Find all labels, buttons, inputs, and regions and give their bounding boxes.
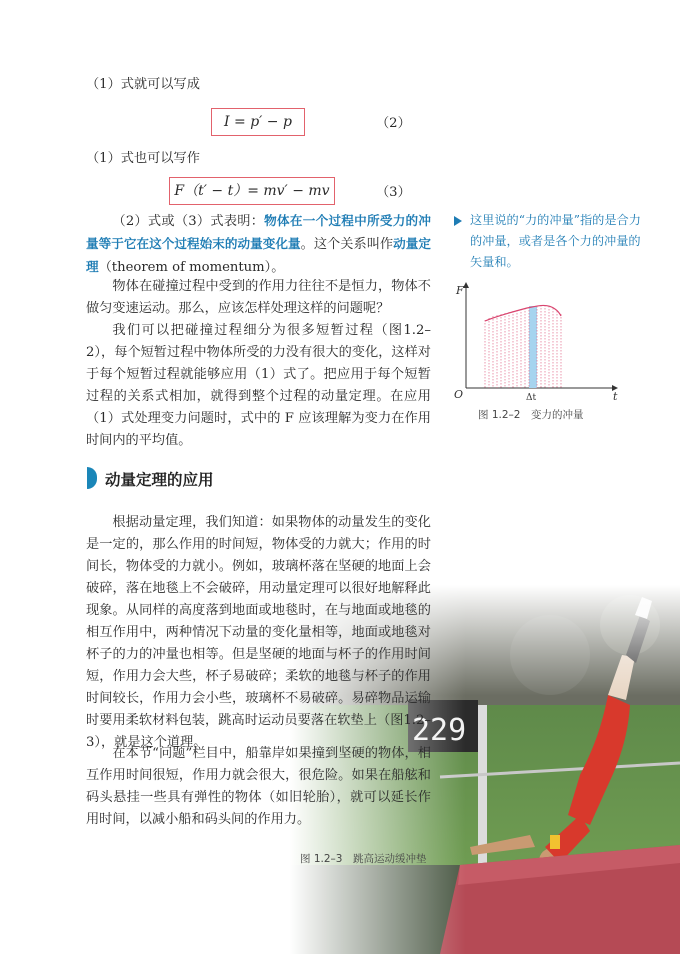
para4-text: 根据动量定理，我们知道：如果物体的动量发生的变化是一定的，那么作用的时间短，物体受的力就大；作用的时间长，物体受的力就小。例如，玻璃杯落在坚硬的地面上会破碎，落在地毯上不会破碎，用动量定理可以很好地解释此现象。从同样的高度落到地面或地毯时，在与地面或地毯的相互作用中，两种情况下动量的变化量相等，地面或地毯对杯子的力的冲量也相等。但是坚硬的地面与杯子的作用时间短，作用力会大些，杯子易破碎；柔软的地毯与杯子的作用时间较长，作用力会小些，玻璃杯不易破碎。易碎物品运输时要用柔软材料包装，跳高时运动员要落在软垫上（图1.2–3），就是这个道理。: [86, 515, 431, 750]
axis-label-t: t: [613, 390, 618, 402]
para1-start: （2）式或（3）式表明：: [112, 214, 265, 229]
intro-line-2: （1）式也可以写作: [86, 151, 200, 166]
para1-end: （theorem of momentum）。: [98, 260, 285, 275]
theorem-statement: 物体在一个过程中所受力的冲量等于它在这个过程始末的动量变化量: [86, 213, 432, 251]
para3-text: 我们可以把碰撞过程细分为很多短暂过程（图1.2–2），每个短暂过程中物体所受的力没有很大的变化，这样对于每个短暂过程就能够应用（1）式了。把应用于每个短暂过程的关系式相加，就得到整个过程的动量定理。在应用（1）式处理变力问题时，式中的 F 应该理解为变力在作用时间内的平均值。: [86, 323, 431, 448]
para1-mid: 。这个关系叫作: [300, 237, 394, 252]
figure-variable-force-graph: [452, 280, 622, 402]
force-curve: [485, 305, 561, 321]
figure-3-caption: 图 1.2–3 跳高运动缓冲垫: [300, 853, 427, 865]
para5-text: 在本节“问题”栏目中，船靠岸如果撞到坚硬的物体，相互作用时间很短，作用力就会很大，很危险。如果在船舷和码头悬挂一些具有弹性的物体（如旧轮胎），就可以延长作用时间，以减小船和码头间的作用力。: [86, 746, 431, 827]
paragraph-variable-force: [86, 276, 431, 320]
paragraph-ship: [86, 743, 431, 831]
equation-2-number: （2）: [376, 116, 411, 131]
delta-t-strip: [529, 306, 537, 388]
axis-label-f: F: [456, 284, 464, 297]
section-title: 动量定理的应用: [105, 471, 214, 489]
intro-line-1: （1）式就可以写成: [86, 77, 200, 92]
equation-2: I = p′ − p: [224, 114, 292, 130]
side-note-text: 这里说的“力的冲量”指的是合力的冲量，或者是各个力的冲量的矢量和。: [470, 213, 641, 269]
y-axis-arrow-icon: [463, 282, 469, 288]
origin-label: O: [454, 388, 464, 401]
side-note: [454, 210, 644, 273]
section-marker-icon: [87, 467, 97, 489]
delta-t-label: Δt: [526, 393, 537, 402]
equation-3-box: [169, 177, 335, 205]
figure-2-caption: 图 1.2–2 变力的冲量: [478, 409, 584, 421]
equation-2-box: [211, 108, 305, 136]
theorem-name: 动量定理: [86, 236, 431, 274]
paragraph-subdivide: [86, 320, 431, 452]
paragraph-application: [86, 512, 431, 754]
equation-3: F（t′ − t）= mv′ − mv: [174, 183, 330, 199]
para2-text: 物体在碰撞过程中受到的作用力往往不是恒力，物体不做匀变速运动。那么，应该怎样处理这样的问题呢？: [86, 279, 431, 316]
equation-3-number: （3）: [376, 185, 411, 200]
paragraph-theorem: [86, 210, 431, 279]
